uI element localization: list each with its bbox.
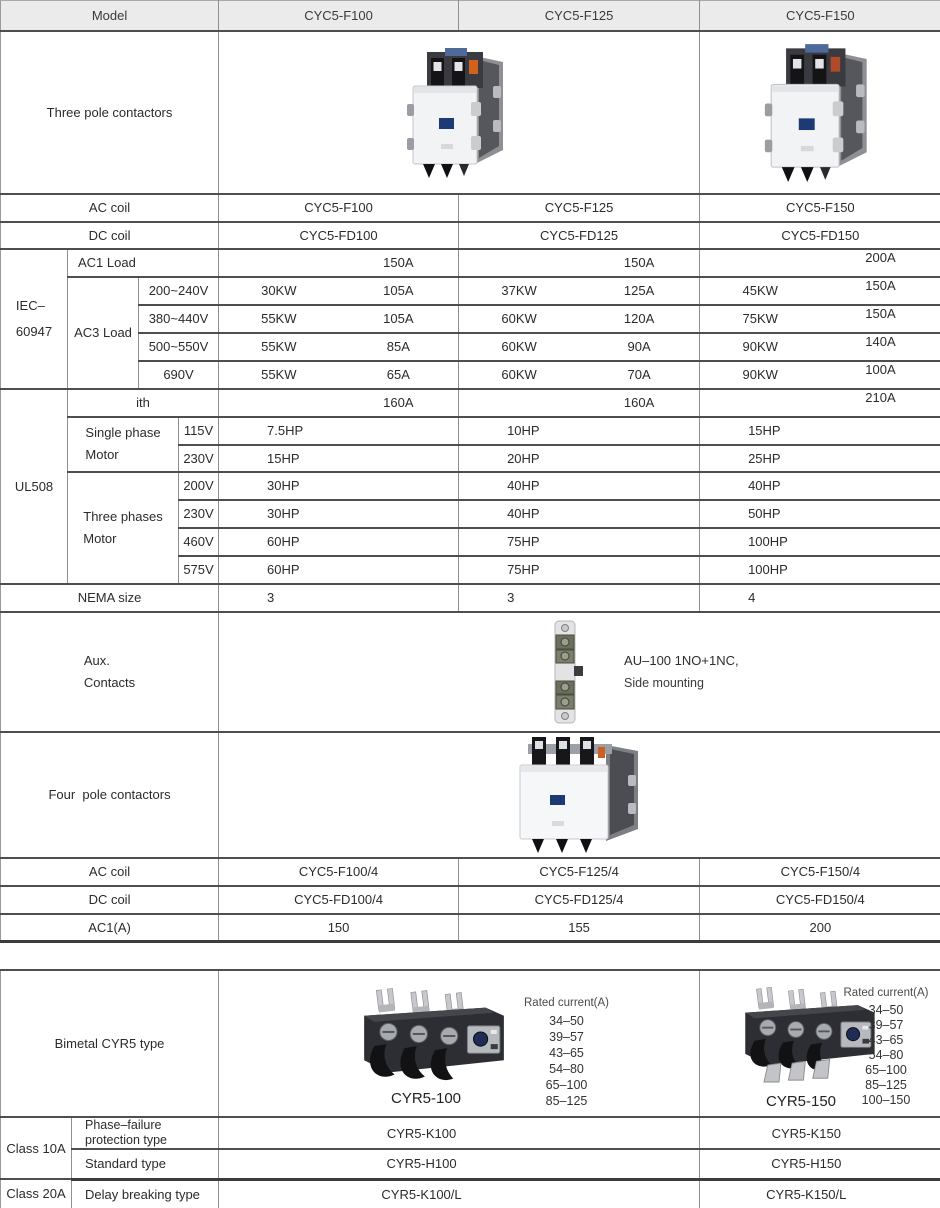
rated-range: 54–80 xyxy=(868,1048,904,1062)
ac3-values: 37KW 125A xyxy=(459,277,700,305)
relay-type-label xyxy=(72,1117,219,1149)
ac3-voltage: 380~440V xyxy=(139,305,219,333)
motor-hp-value: 7.5HP xyxy=(219,417,459,445)
rated-current-list xyxy=(831,987,940,1108)
ac-coil-row xyxy=(1,194,940,222)
three-pole-image-cell-large xyxy=(700,31,940,194)
ac3-values: 30KW 105A xyxy=(219,277,459,305)
motor-hp-value: 75HP xyxy=(459,556,700,584)
rated-current-list xyxy=(504,997,629,1109)
ac3-row xyxy=(1,361,940,389)
ac3-row xyxy=(1,277,940,305)
motor-hp-value: 60HP xyxy=(219,556,459,584)
ac3-voltage: 200~240V xyxy=(139,277,219,305)
ac-coil-4p-row xyxy=(1,858,940,886)
four-pole-label-text: Four pole contactors xyxy=(48,787,171,802)
relay-type-row xyxy=(1,1117,940,1149)
ac-coil-4p-value: CYC5-F150/4 xyxy=(700,858,940,886)
relay-model-value: CYR5-H150 xyxy=(700,1149,940,1179)
motor-hp-value: 50HP xyxy=(700,500,940,528)
motor-hp-value: 40HP xyxy=(459,472,700,500)
rated-range: 65–100 xyxy=(865,1063,907,1077)
rated-range: 43–65 xyxy=(868,1033,904,1047)
overload-relay-table xyxy=(0,969,940,1208)
four-pole-row xyxy=(1,732,940,858)
motor-hp-value: 15HP xyxy=(219,445,459,472)
ith-value: 160A xyxy=(219,389,459,417)
rated-range: 85–125 xyxy=(865,1078,907,1092)
motor-hp-value: 20HP xyxy=(459,445,700,472)
motor-voltage: 200V xyxy=(179,472,219,500)
ith-row xyxy=(1,389,940,417)
ac-coil-label: AC coil xyxy=(1,194,219,222)
single-phase-motor-label xyxy=(68,417,179,472)
header-row xyxy=(1,1,940,31)
rated-range: 100–150 xyxy=(861,1093,911,1107)
bimetal-label xyxy=(1,970,219,1117)
ul508-label: UL508 xyxy=(1,389,68,584)
four-pole-image-cell xyxy=(219,732,940,858)
ac3-voltage: 690V xyxy=(139,361,219,389)
ac3-values: 60KW 90A xyxy=(459,333,700,361)
iec-label-line1: IEC– xyxy=(15,297,45,313)
iec-60947-label xyxy=(1,249,68,389)
ac1a-value: 200 xyxy=(700,914,940,942)
motor-hp-value: 30HP xyxy=(219,472,459,500)
nema-row xyxy=(1,584,940,612)
aux-contact-image xyxy=(549,620,583,724)
ac3-values: 60KW 120A xyxy=(459,305,700,333)
single-phase-line1: Single phase xyxy=(85,425,161,440)
dc-coil-4p-value: CYC5-FD100/4 xyxy=(219,886,459,914)
relay-model-value: CYR5-K150/L xyxy=(700,1179,940,1208)
thermal-relay-image xyxy=(352,987,514,1085)
relay-type-line1: Phase–failure xyxy=(85,1118,162,1132)
motor-hp-value: 15HP xyxy=(700,417,940,445)
aux-label xyxy=(1,612,219,732)
aux-row xyxy=(1,612,940,732)
ac3-values: 90KW 100A xyxy=(700,361,940,389)
ac1a-value: 155 xyxy=(459,914,700,942)
motor-hp-value: 75HP xyxy=(459,528,700,556)
ac3-row xyxy=(1,333,940,361)
motor-voltage: 230V xyxy=(179,445,219,472)
ac1a-value: 150 xyxy=(219,914,459,942)
class-10a-label: Class 10A xyxy=(1,1117,72,1179)
aux-text-block xyxy=(624,653,739,690)
three-pole-label xyxy=(1,31,219,194)
relay-type-label: Delay breaking type xyxy=(72,1179,219,1208)
iec-label-line2: 60947 xyxy=(15,323,53,339)
relay-model-value: CYR5-K100 xyxy=(219,1117,700,1149)
three-pole-contactor-image xyxy=(762,42,878,182)
relay-type-line2: protection type xyxy=(85,1133,167,1147)
motor-hp-value: 100HP xyxy=(700,528,940,556)
aux-text-line1: AU–100 1NO+1NC, xyxy=(624,652,739,668)
three-phase-motor-label xyxy=(68,472,179,584)
nema-label: NEMA size xyxy=(1,584,219,612)
header-col-f100: CYC5-F100 xyxy=(219,1,459,31)
rated-range: 34–50 xyxy=(549,1014,584,1028)
aux-label-line2: Contacts xyxy=(83,674,136,690)
ac3-voltage: 500~550V xyxy=(139,333,219,361)
ac-coil-value: CYC5-F150 xyxy=(700,194,940,222)
dc-coil-label: DC coil xyxy=(1,222,219,249)
four-pole-contactor-image xyxy=(514,737,646,853)
motor-row xyxy=(1,417,940,445)
nema-value: 3 xyxy=(219,584,459,612)
rated-current-title: Rated current(A) xyxy=(524,997,610,1009)
motor-hp-value: 40HP xyxy=(700,472,940,500)
motor-hp-value: 60HP xyxy=(219,528,459,556)
rated-range: 39–57 xyxy=(549,1030,584,1044)
ith-value: 210A xyxy=(700,389,940,417)
ac3-values: 45KW 150A xyxy=(700,277,940,305)
three-phase-line1: Three phases xyxy=(83,508,163,524)
three-pole-image-cell-small xyxy=(219,31,700,194)
ac3-values: 55KW 85A xyxy=(219,333,459,361)
ac3-values: 60KW 70A xyxy=(459,361,700,389)
dc-coil-row xyxy=(1,222,940,249)
motor-hp-value: 25HP xyxy=(700,445,940,472)
aux-text-line2: Side mounting xyxy=(624,675,704,690)
ac-coil-value: CYC5-F125 xyxy=(459,194,700,222)
dc-coil-4p-value: CYC5-FD125/4 xyxy=(459,886,700,914)
motor-voltage: 575V xyxy=(179,556,219,584)
ac1-load-row xyxy=(1,249,940,277)
rated-range: 34–50 xyxy=(868,1003,904,1017)
three-pole-label-text: Three pole contactors xyxy=(46,104,173,120)
aux-content-cell xyxy=(219,612,940,732)
bimetal-cell-cyr5-100 xyxy=(219,970,700,1117)
three-phase-line2: Motor xyxy=(83,530,117,546)
motor-voltage: 230V xyxy=(179,500,219,528)
nema-value: 3 xyxy=(459,584,700,612)
motor-hp-value: 40HP xyxy=(459,500,700,528)
three-pole-contactor-image xyxy=(405,46,513,178)
ac1a-label: AC1(A) xyxy=(1,914,219,942)
ith-value: 160A xyxy=(459,389,700,417)
nema-value: 4 xyxy=(700,584,940,612)
header-col-f125: CYC5-F125 xyxy=(459,1,700,31)
relay-model-value: CYR5-H100 xyxy=(219,1149,700,1179)
ac-coil-4p-label: AC coil xyxy=(1,858,219,886)
header-model: Model xyxy=(1,1,219,31)
ac1-load-value: 150A xyxy=(219,249,459,277)
motor-hp-value: 10HP xyxy=(459,417,700,445)
dc-coil-value: CYC5-FD125 xyxy=(459,222,700,249)
dc-coil-4p-label: DC coil xyxy=(1,886,219,914)
class-20a-label: Class 20A xyxy=(1,1179,72,1208)
relay-model-value: CYR5-K100/L xyxy=(219,1179,700,1208)
ac3-row xyxy=(1,305,940,333)
rated-range: 39–57 xyxy=(868,1018,904,1032)
ac1a-row xyxy=(1,914,940,942)
relay-type-row xyxy=(1,1149,940,1179)
header-col-f150: CYC5-F150 xyxy=(700,1,940,31)
aux-label-line1: Aux. xyxy=(83,652,110,668)
ac3-values: 90KW 140A xyxy=(700,333,940,361)
relay-model-value: CYR5-K150 xyxy=(700,1117,940,1149)
ith-label: ith xyxy=(68,389,219,417)
rated-range: 85–125 xyxy=(545,1094,588,1108)
motor-voltage: 460V xyxy=(179,528,219,556)
ac3-values: 55KW 105A xyxy=(219,305,459,333)
relay-caption: CYR5-150 xyxy=(765,1093,837,1110)
rated-range: 54–80 xyxy=(549,1062,584,1076)
four-pole-label xyxy=(1,732,219,858)
single-phase-line2: Motor xyxy=(85,447,119,462)
table-gap xyxy=(0,943,940,969)
ac-coil-value: CYC5-F100 xyxy=(219,194,459,222)
dc-coil-4p-row xyxy=(1,886,940,914)
relay-type-row xyxy=(1,1179,940,1208)
dc-coil-value: CYC5-FD150 xyxy=(700,222,940,249)
bimetal-label-text: Bimetal CYR5 type xyxy=(54,1036,165,1051)
ac-coil-4p-value: CYC5-F125/4 xyxy=(459,858,700,886)
motor-hp-value: 100HP xyxy=(700,556,940,584)
rated-range: 43–65 xyxy=(549,1046,584,1060)
motor-hp-value: 30HP xyxy=(219,500,459,528)
relay-caption: CYR5-100 xyxy=(390,1090,462,1107)
ac1-load-value: 200A xyxy=(700,249,940,277)
bimetal-cell-cyr5-150 xyxy=(700,970,940,1117)
ac3-values: 55KW 65A xyxy=(219,361,459,389)
ac1-load-value: 150A xyxy=(459,249,700,277)
dc-coil-value: CYC5-FD100 xyxy=(219,222,459,249)
ac3-values: 75KW 150A xyxy=(700,305,940,333)
ac-coil-4p-value: CYC5-F100/4 xyxy=(219,858,459,886)
bimetal-row xyxy=(1,970,940,1117)
motor-row xyxy=(1,472,940,500)
relay-type-label: Standard type xyxy=(72,1149,219,1179)
ac3-load-label: AC3 Load xyxy=(68,277,139,389)
rated-current-title: Rated current(A) xyxy=(843,987,929,999)
motor-voltage: 115V xyxy=(179,417,219,445)
three-pole-row xyxy=(1,31,940,194)
ac1-load-label: AC1 Load xyxy=(68,249,219,277)
rated-range: 65–100 xyxy=(545,1078,588,1092)
dc-coil-4p-value: CYC5-FD150/4 xyxy=(700,886,940,914)
